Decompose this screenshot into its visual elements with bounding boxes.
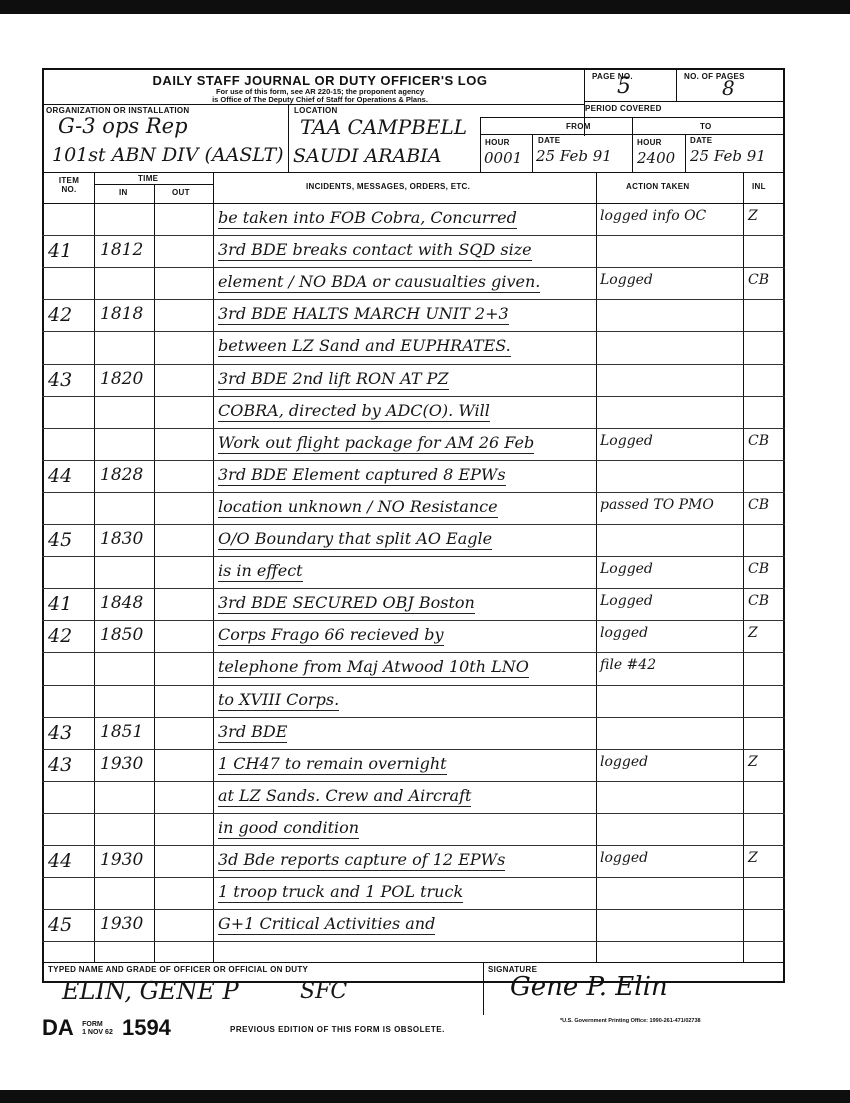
row-rule	[42, 524, 785, 525]
from-hour-label: HOUR	[485, 138, 510, 147]
signature-label: SIGNATURE	[488, 965, 538, 974]
entry-item-no: 45	[48, 914, 73, 937]
time-in-label: IN	[119, 188, 128, 197]
row-rule	[42, 652, 785, 653]
entry-time-in: 1830	[100, 529, 144, 549]
entry-item-no: 43	[48, 721, 73, 744]
entry-text: G+1 Critical Activities and	[218, 914, 436, 934]
entry-time-in: 1812	[100, 240, 144, 261]
row-rule	[42, 556, 785, 557]
location-label: LOCATION	[294, 106, 338, 115]
row-rule	[42, 331, 785, 332]
entry-initials: CB	[748, 561, 769, 578]
row-rule	[42, 717, 785, 718]
entry-action: file #42	[600, 657, 657, 674]
to-hour-label: HOUR	[637, 138, 662, 147]
entry-text: 3rd BDE breaks contact with SQD size	[218, 240, 532, 260]
page-no-value: 5	[617, 74, 631, 99]
entry-initials: CB	[748, 272, 769, 289]
entry-text: 3rd BDE	[218, 721, 288, 741]
scan-bottom-border	[0, 1090, 850, 1103]
entry-text: to XVIII Corps.	[218, 689, 340, 709]
form-number	[42, 1015, 171, 1041]
item-no-label: ITEM NO.	[58, 176, 80, 194]
row-rule	[42, 396, 785, 397]
entry-time-in: 1820	[100, 368, 144, 389]
no-pages-value: 8	[722, 76, 735, 100]
row-rule	[42, 909, 785, 910]
entry-item-no: 45	[48, 529, 73, 551]
previous-edition-note: PREVIOUS EDITION OF THIS FORM IS OBSOLETE.	[230, 1025, 445, 1034]
form-subtitle-1: For use of this form, see AR 220-15; the proponent agency	[215, 87, 425, 96]
entry-time-in: 1828	[100, 464, 144, 485]
entry-text: telephone from Maj Atwood 10th LNO	[218, 657, 529, 677]
typed-name: ELIN, GENE P	[62, 977, 239, 1005]
typed-name-label: TYPED NAME AND GRADE OF OFFICER OR OFFICIAL ON DUTY	[48, 965, 309, 974]
from-date-label: DATE	[538, 136, 561, 145]
to-label: TO	[700, 122, 712, 131]
signature: Gene P. Elin	[510, 972, 668, 1002]
no-pages-label: NO. OF PAGES	[684, 72, 745, 81]
to-date-label: DATE	[690, 136, 713, 145]
entry-text: between LZ Sand and EUPHRATES.	[218, 336, 511, 356]
entry-action: logged	[600, 753, 649, 770]
action-taken-label: ACTION TAKEN	[626, 182, 690, 191]
location-line-1: TAA CAMPBELL	[300, 115, 468, 139]
entry-text: 3rd BDE Element captured 8 EPWs	[218, 464, 506, 484]
entry-item-no: 43	[48, 753, 73, 776]
grade: SFC	[300, 979, 348, 1004]
entry-text: in good condition	[218, 817, 360, 837]
entry-text: at LZ Sands. Crew and Aircraft	[218, 785, 472, 805]
row-rule	[42, 845, 785, 846]
location-line-2: SAUDI ARABIA	[293, 145, 442, 167]
form-subtitle-2: is Office of The Deputy Chief of Staff for Operations & Plans.	[212, 95, 428, 104]
entry-time-in: 1930	[100, 753, 144, 774]
entry-item-no: 42	[48, 304, 73, 327]
entry-action: logged	[600, 625, 649, 642]
row-rule	[42, 620, 785, 621]
from-label: FROM	[566, 122, 591, 131]
entry-initials: Z	[748, 753, 758, 770]
row-rule	[42, 299, 785, 300]
from-hour: 0001	[484, 149, 523, 167]
entry-initials: Z	[748, 850, 758, 866]
entry-text: 3d Bde reports capture of 12 EPWs	[218, 850, 506, 869]
entry-action: Logged	[600, 272, 653, 289]
row-rule	[42, 781, 785, 782]
entry-initials: Z	[748, 208, 758, 224]
period-covered-label: PERIOD COVERED	[585, 104, 662, 113]
time-out-label: OUT	[172, 188, 190, 197]
row-rule	[42, 588, 785, 589]
to-date: 25 Feb 91	[690, 147, 766, 165]
entry-initials: CB	[748, 496, 769, 513]
entry-time-in: 1850	[100, 625, 144, 646]
entry-action: Logged	[600, 561, 653, 578]
inl-label: INL	[752, 182, 766, 191]
org-line-2: 101st ABN DIV (AASLT)	[52, 144, 284, 166]
entry-text: be taken into FOB Cobra, Concurred	[218, 208, 517, 227]
row-rule	[42, 235, 785, 236]
entry-text: 1 CH47 to remain overnight	[218, 753, 447, 773]
row-rule	[42, 492, 785, 493]
form-date: 1 NOV 62	[82, 1029, 113, 1037]
entry-initials: CB	[748, 593, 769, 610]
entry-text: COBRA, directed by ADC(O). Will	[218, 400, 490, 420]
form-id: 1594	[121, 1015, 171, 1040]
org-line-1: G-3 ops Rep	[58, 114, 188, 138]
entry-item-no: 43	[48, 368, 73, 391]
form-word: FORM	[82, 1021, 103, 1029]
row-rule	[42, 685, 785, 686]
entry-action: passed TO PMO	[600, 496, 714, 513]
page-no-label: PAGE NO.	[592, 72, 633, 81]
entry-text: Work out flight package for AM 26 Feb	[218, 432, 535, 452]
entry-action: logged info OC	[600, 208, 707, 224]
entry-item-no: 44	[48, 464, 73, 487]
row-rule	[42, 813, 785, 814]
entry-time-in: 1851	[100, 721, 144, 742]
entry-text: is in effect	[218, 561, 303, 581]
entry-text: Corps Frago 66 recieved by	[218, 625, 444, 645]
entry-item-no: 41	[48, 240, 73, 263]
entry-text: 1 troop truck and 1 POL truck	[218, 882, 464, 902]
entry-item-no: 42	[48, 625, 73, 648]
row-rule	[42, 428, 785, 429]
entry-text: O/O Boundary that split AO Eagle	[218, 529, 493, 548]
entry-text: 3rd BDE 2nd lift RON AT PZ	[218, 368, 449, 388]
entry-time-in: 1818	[100, 304, 144, 325]
row-rule	[42, 267, 785, 268]
entry-text: location unknown / NO Resistance	[218, 496, 498, 516]
org-label: ORGANIZATION OR INSTALLATION	[46, 106, 190, 115]
entry-initials: CB	[748, 432, 769, 449]
entry-action: logged	[600, 850, 649, 866]
entry-text: 3rd BDE HALTS MARCH UNIT 2+3	[218, 304, 509, 324]
row-rule	[42, 877, 785, 878]
from-date: 25 Feb 91	[536, 147, 612, 165]
entry-item-no: 44	[48, 850, 73, 872]
row-rule	[42, 460, 785, 461]
to-hour: 2400	[637, 149, 676, 167]
form-title-block	[150, 73, 490, 104]
entry-action: Logged	[600, 593, 653, 610]
form-title: DAILY STAFF JOURNAL OR DUTY OFFICER'S LOG	[152, 73, 488, 88]
scan-top-border	[0, 0, 850, 14]
time-label: TIME	[138, 174, 159, 183]
entry-initials: Z	[748, 625, 758, 642]
entry-action: Logged	[600, 432, 653, 449]
entry-text: element / NO BDA or causualties given.	[218, 272, 541, 292]
row-rule	[42, 941, 785, 942]
entry-time-in: 1930	[100, 914, 144, 935]
entry-text: 3rd BDE SECURED OBJ Boston	[218, 593, 475, 613]
entry-item-no: 41	[48, 593, 73, 616]
entry-time-in: 1848	[100, 593, 144, 614]
incidents-label: INCIDENTS, MESSAGES, ORDERS, ETC.	[306, 182, 471, 191]
form-da: DA	[42, 1015, 73, 1040]
row-rule	[42, 749, 785, 750]
entry-time-in: 1930	[100, 850, 144, 870]
gpo-imprint: *U.S. Government Printing Office: 1990-261-471/02738	[560, 1018, 701, 1024]
row-rule	[42, 364, 785, 365]
